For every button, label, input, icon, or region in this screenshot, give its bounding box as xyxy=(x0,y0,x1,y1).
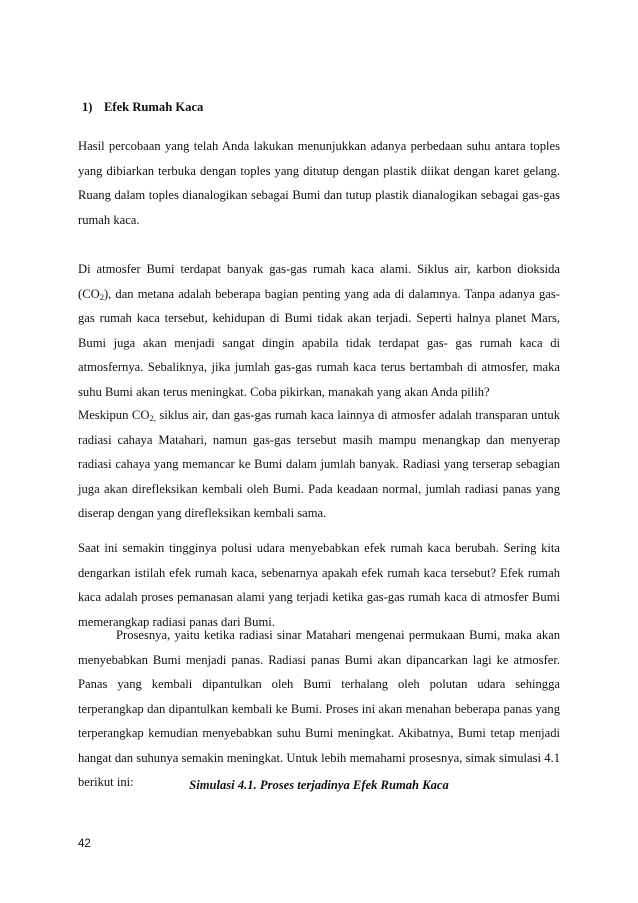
co2-subscript: 2 xyxy=(99,291,104,302)
paragraph-3-part-a: Meskipun CO xyxy=(78,408,150,422)
section-title: Efek Rumah Kaca xyxy=(104,100,204,114)
section-number: 1) xyxy=(82,100,93,114)
co2-subscript: 2, xyxy=(149,413,156,423)
paragraph-2 xyxy=(78,257,560,404)
simulation-caption: Simulasi 4.1. Proses terjadinya Efek Rumah Kaca xyxy=(189,778,449,792)
paragraph-2-part-b: ), dan metana adalah beberapa bagian penting yang ada di dalamnya. Tanpa adanya gas-gas rumah kaca tersebut, kehidupan di Bumi tidak akan terjadi. Seperti halnya planet Mars, Bumi juga akan menjadi sangat dingin apabila tidak terdapat gas- gas rumah kaca di atmosfernya. Sebaliknya, jika jumlah gas-gas rumah kaca terus bertambah di atmosfer, maka suhu Bumi akan terus meningkat. Coba pikirkan, manakah yang akan Anda pilih? xyxy=(78,286,560,399)
paragraph-2-part-a: Di atmosfer Bumi terdapat banyak gas-gas rumah kaca alami. Siklus air, karbon dioksida (CO xyxy=(78,262,560,301)
paragraph-3-part-b: siklus air, dan gas-gas rumah kaca lainnya di atmosfer adalah transparan untuk radiasi cahaya Matahari, namun gas-gas tersebut masih mampu menangkap dan menyerap radiasi cahaya yang memancar ke Bumi dalam jumlah banyak. Radiasi yang terserap sebagian juga akan direfleksikan kembali oleh Bumi. Pada keadaan normal, jumlah radiasi panas yang diserap dengan yang direfleksikan kembali sama. xyxy=(78,408,560,520)
paragraph-5: Prosesnya, yaitu ketika radiasi sinar Matahari mengenai permukaan Bumi, maka akan menyebabkan Bumi menjadi panas. Radiasi panas Bumi akan dipancarkan lagi ke atmosfer. Panas yang kembali dipantulkan oleh Bumi terhalang oleh polutan udara sehingga terperangkap dan dipantulkan kembali ke Bumi. Proses ini akan menahan beberapa panas yang terperangkap kemudian menyebabkan suhu Bumi meningkat. Akibatnya, Bumi tetap menjadi hangat dan suhunya semakin meningkat. Untuk lebih memahami prosesnya, simak simulasi 4.1 berikut ini: xyxy=(78,628,560,789)
paragraph-4: Saat ini semakin tingginya polusi udara menyebabkan efek rumah kaca berubah. Sering kita dengarkan istilah efek rumah kaca, sebenarnya apakah efek rumah kaca tersebut? Efek rumah kaca adalah proses pemanasan alami yang terjadi ketika gas-gas rumah kaca di atmosfer Bumi memerangkap radiasi panas dari Bumi. xyxy=(78,541,560,629)
paragraph-1: Hasil percobaan yang telah Anda lakukan menunjukkan adanya perbedaan suhu antara toples yang dibiarkan terbuka dengan toples yang ditutup dengan plastik diikat dengan karet gelang. Ruang dalam toples dianalogikan sebagai Bumi dan tutup plastik dianalogikan sebagai gas-gas rumah kaca. xyxy=(78,139,560,227)
section-heading xyxy=(82,98,203,116)
page-number: 42 xyxy=(78,838,91,850)
paragraph-3 xyxy=(78,403,560,526)
